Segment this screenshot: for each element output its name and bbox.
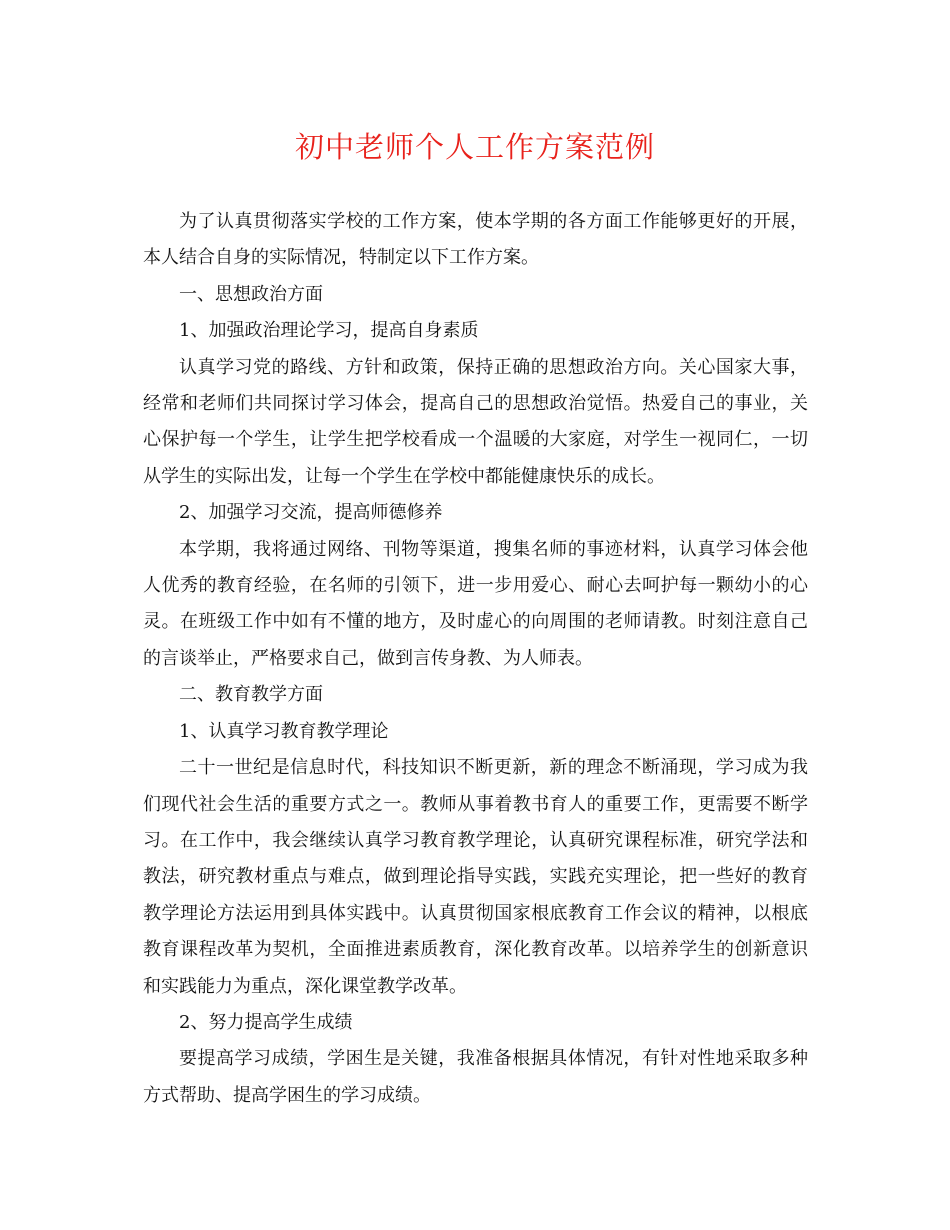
section-heading-teaching: 二、教育教学方面 <box>179 684 323 706</box>
document-title: 初中老师个人工作方案范例 <box>294 130 655 164</box>
paragraph-theory-study: 认真学习党的路线、方针和政策，保持正确的思想政治方向。关心国家大事，经常和老师们共同探讨学习体会，提高自己的思想政治觉悟。热爱自己的事业，关心保护每一个学生，让学生把学校看成一个温暖的大家庭，对学生一视同仁，一切从学生的实际出发，让每一个学生在学校中都能健康快乐的成长。 <box>143 356 808 487</box>
subheading-teaching-theory: 1、认真学习教育教学理论 <box>179 720 389 742</box>
subheading-theory-study: 1、加强政治理论学习，提高自身素质 <box>179 320 479 342</box>
subheading-student-scores: 2、努力提高学生成绩 <box>179 1011 353 1033</box>
paragraph-teacher-ethics: 本学期，我将通过网络、刊物等渠道，搜集名师的事迹材料，认真学习体会他人优秀的教育经验，在名师的引领下，进一步用爱心、耐心去呵护每一颗幼小的心灵。在班级工作中如有不懂的地方，及时虚心的向周围的老师请教。时刻注意自己的言谈举止，严格要求自己，做到言传身教、为人师表。 <box>143 538 808 669</box>
document-body <box>143 204 808 1114</box>
paragraph-student-scores: 要提高学习成绩，学困生是关键，我准备根据具体情况，有针对性地采取多种方式帮助、提高学困生的学习成绩。 <box>143 1048 808 1106</box>
paragraph-teaching-theory: 二十一世纪是信息时代，科技知识不断更新，新的理念不断涌现，学习成为我们现代社会生活的重要方式之一。教师从事着教书育人的重要工作，更需要不断学习。在工作中，我会继续认真学习教育教学理论，认真研究课程标准，研究学法和教法，研究教材重点与难点，做到理论指导实践，实践充实理论，把一些好的教育教学理论方法运用到具体实践中。认真贯彻国家根底教育工作会议的精神，以根底教育课程改革为契机，全面推进素质教育，深化教育改革。以培养学生的创新意识和实践能力为重点，深化课堂教学改革。 <box>143 757 808 997</box>
section-heading-political: 一、思想政治方面 <box>179 283 323 305</box>
intro-paragraph: 为了认真贯彻落实学校的工作方案，使本学期的各方面工作能够更好的开展，本人结合自身的实际情况，特制定以下工作方案。 <box>143 211 808 269</box>
subheading-teacher-ethics: 2、加强学习交流，提高师德修养 <box>179 502 443 524</box>
